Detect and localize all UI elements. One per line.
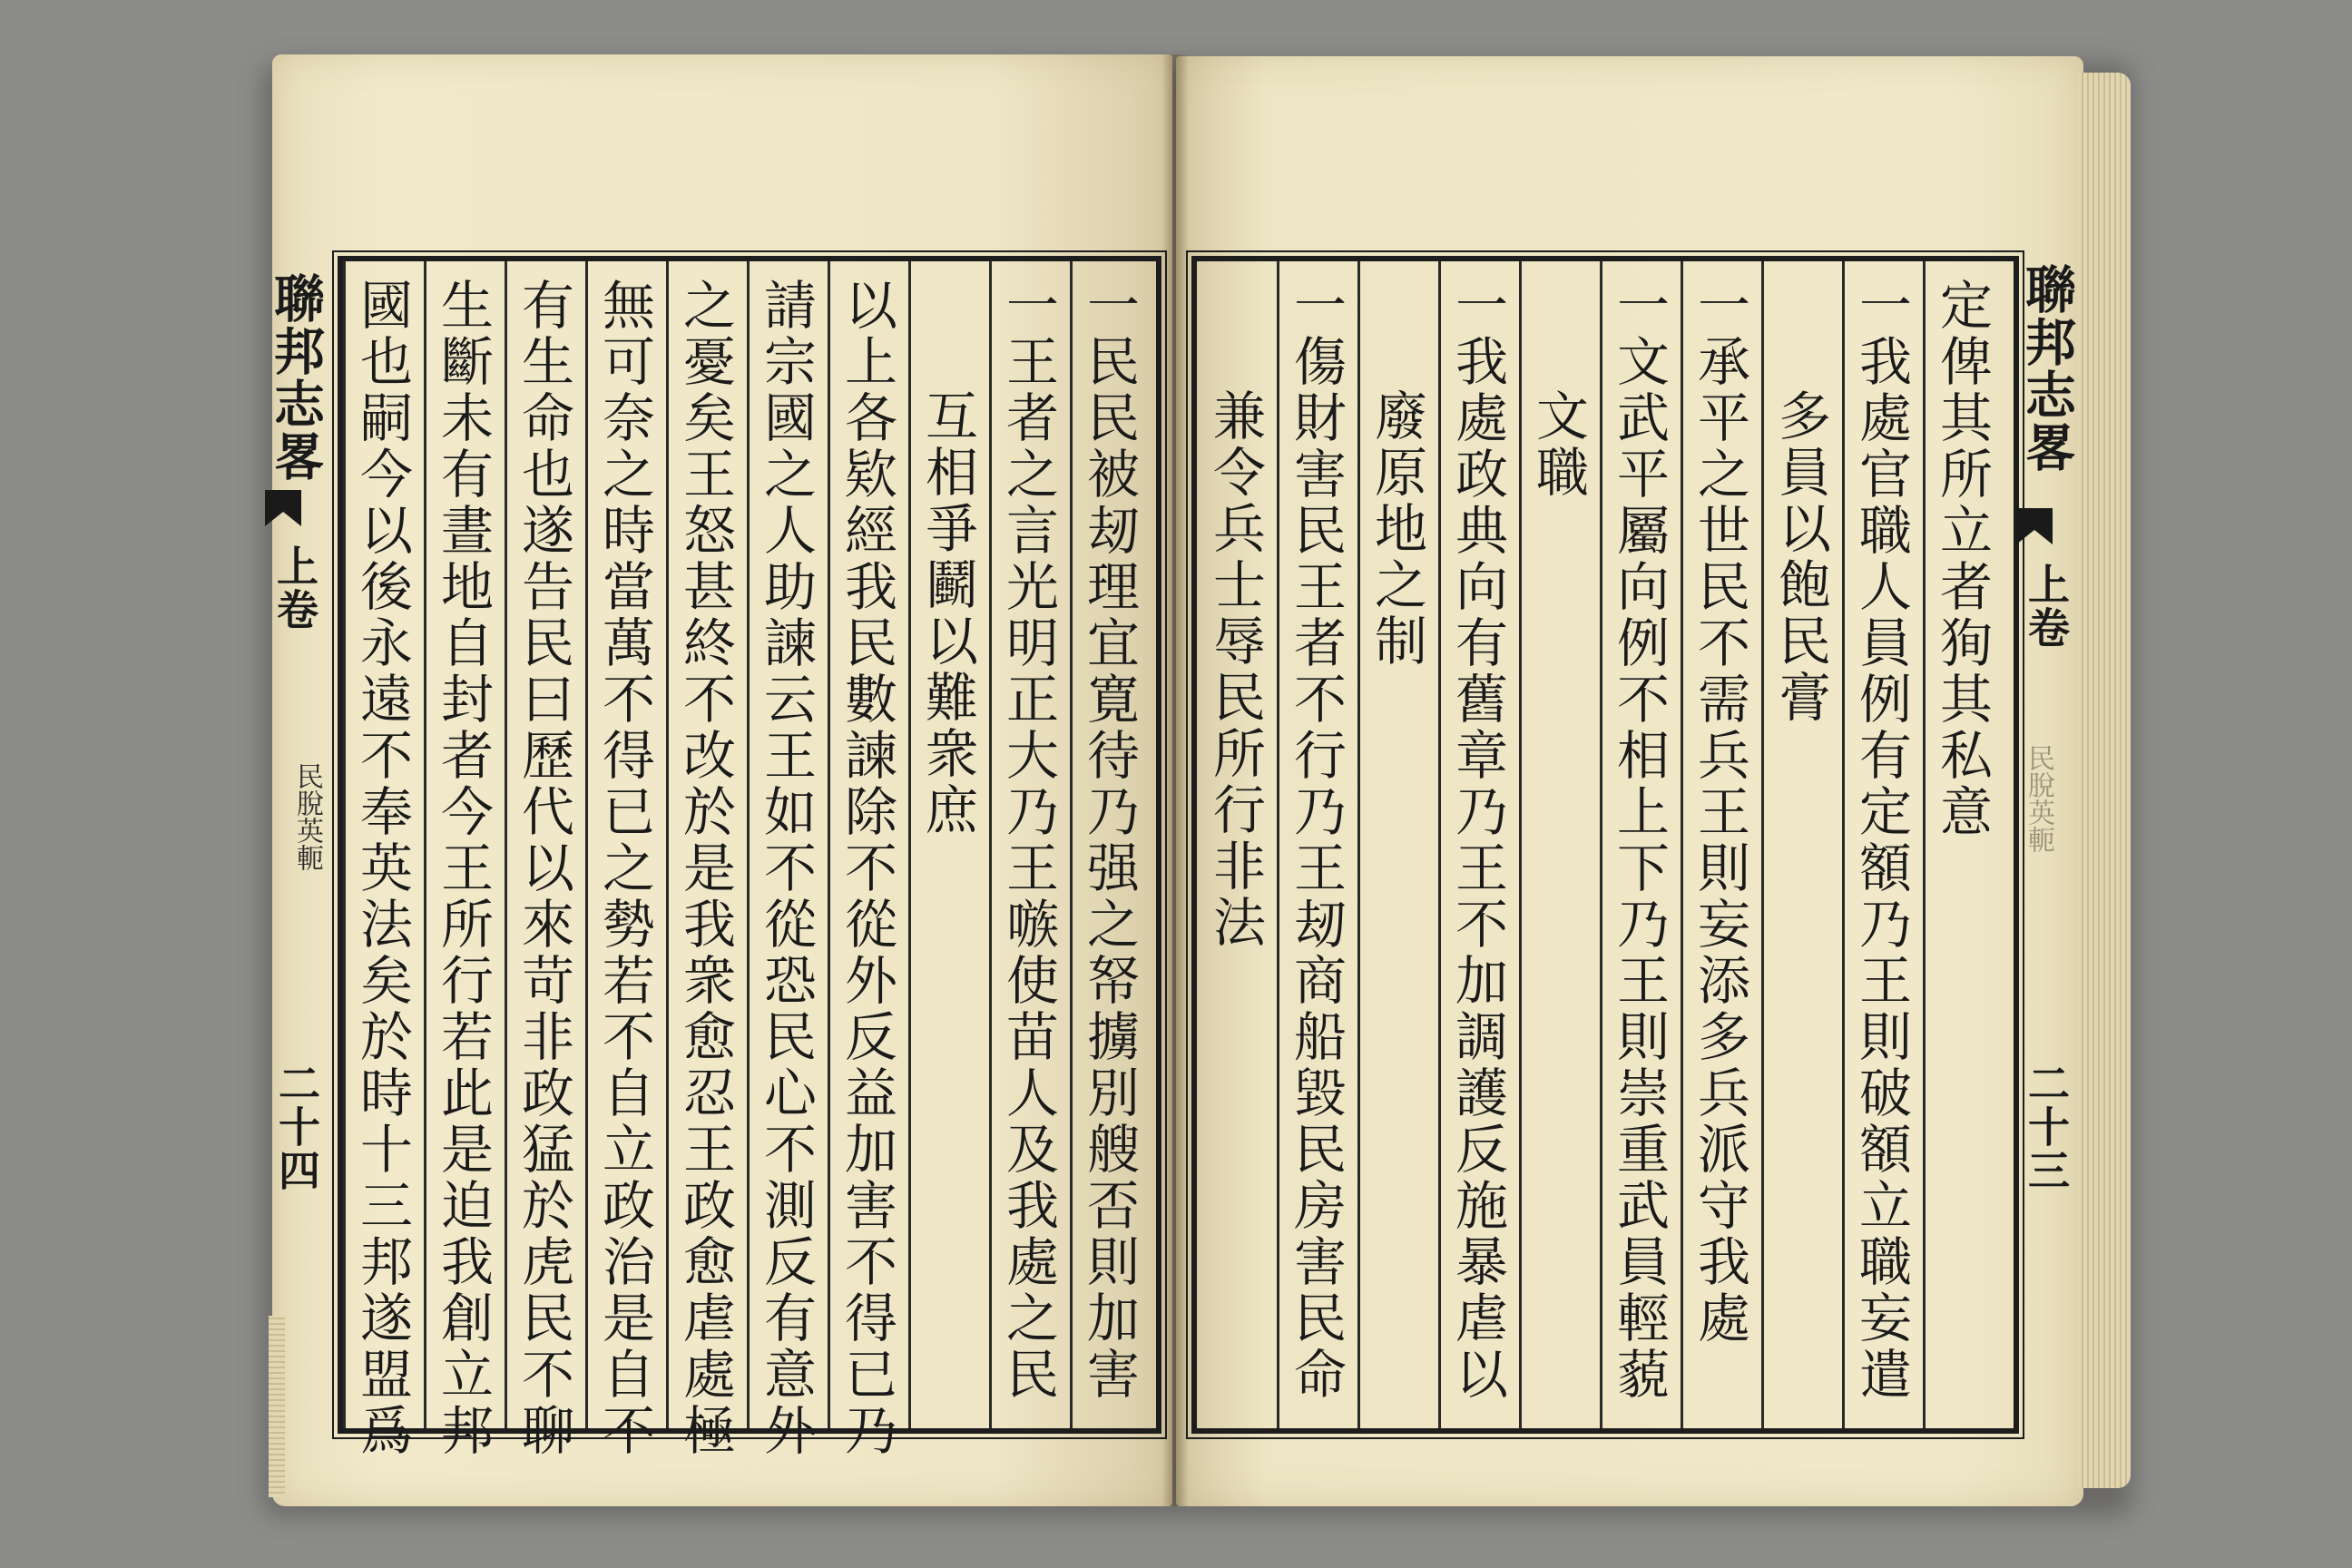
right-column-divider (1277, 261, 1279, 1428)
left-column-divider (424, 261, 426, 1428)
text-column: 一我處官職人員例有定額乃王則破額立職妄遣 (1850, 278, 1912, 1403)
left-column-divider (1070, 261, 1073, 1428)
left-text-frame (338, 256, 1161, 1459)
margin-page-number: 二十四 (272, 1062, 321, 1192)
margin-chapter-note: 民脫英軛 (291, 762, 323, 871)
text-column: 多員以飽民膏 (1769, 388, 1831, 726)
left-column-divider (666, 261, 669, 1428)
margin-volume: 上卷 (2022, 563, 2071, 650)
text-column: 文職 (1527, 388, 1589, 501)
text-column: 生斷未有晝地自封者今王所行若此是迫我創立邦 (432, 278, 494, 1459)
text-column: 以上各欵經我民數諫除不從外反益加害不得已乃 (836, 278, 897, 1459)
right-text-frame (1191, 256, 2019, 1434)
margin-volume: 上卷 (270, 544, 319, 632)
left-column-divider (505, 261, 507, 1428)
text-column: 一承平之世民不需兵王則妄添多兵派守我處 (1689, 278, 1750, 1347)
margin-book-title: 聯邦志畧 (266, 272, 326, 483)
right-column-divider (1923, 261, 1926, 1428)
text-column: 一傷財害民王者不行乃王刼商船毀民房害民命 (1285, 278, 1347, 1403)
text-column: 無可奈之時當萬不得已之勢若不自立政治是自不 (593, 278, 655, 1459)
left-column-divider (343, 261, 346, 1428)
left-column-divider (828, 261, 830, 1428)
page-edges (2078, 73, 2131, 1488)
margin-page-number: 二十三 (2022, 1062, 2071, 1192)
text-column: 有生命也遂告民曰歷代以來苛非政猛於虎民不聊 (513, 278, 574, 1459)
right-column-divider (1761, 261, 1764, 1428)
text-column: 一我處政典向有舊章乃王不加調護反施暴虐以 (1446, 278, 1508, 1403)
text-column: 兼令兵士辱民所行非法 (1204, 388, 1266, 951)
text-column: 一民民被刼理宜寛待乃强之帑擄別艘否則加害 (1078, 278, 1140, 1403)
right-column-divider (1681, 261, 1683, 1428)
text-column: 一文武平屬向例不相上下乃王則崇重武員輕藐 (1608, 278, 1670, 1403)
left-column-divider (585, 261, 588, 1428)
text-column: 請宗國之人助諫云王如不從恐民心不測反有意外 (755, 278, 817, 1459)
page-edges-left (269, 1316, 285, 1497)
margin-book-title: 聯邦志畧 (2017, 263, 2077, 474)
book-gutter (1161, 54, 1189, 1506)
text-column: 國也嗣今以後永遠不奉英法矣於時十三邦遂盟爲 (351, 278, 413, 1459)
right-column-divider (1438, 261, 1441, 1428)
right-column-divider (1519, 261, 1522, 1428)
right-column-divider (1600, 261, 1602, 1428)
text-column: 互相爭鬬以難衆庶 (916, 388, 978, 838)
right-column-divider (1357, 261, 1360, 1428)
left-column-divider (747, 261, 750, 1428)
left-column-divider (908, 261, 911, 1428)
left-column-divider (989, 261, 992, 1428)
text-column: 之憂矣王怒甚終不改於是我衆愈忍王政愈虐處極 (674, 278, 736, 1459)
text-column: 一王者之言光明正大乃王嗾使苗人及我處之民 (997, 278, 1059, 1403)
right-column-divider (1842, 261, 1845, 1428)
text-column: 定俾其所立者狥其私意 (1931, 278, 1993, 840)
margin-chapter-note: 民脫英軛 (2023, 744, 2054, 853)
text-column: 廢原地之制 (1366, 388, 1427, 670)
